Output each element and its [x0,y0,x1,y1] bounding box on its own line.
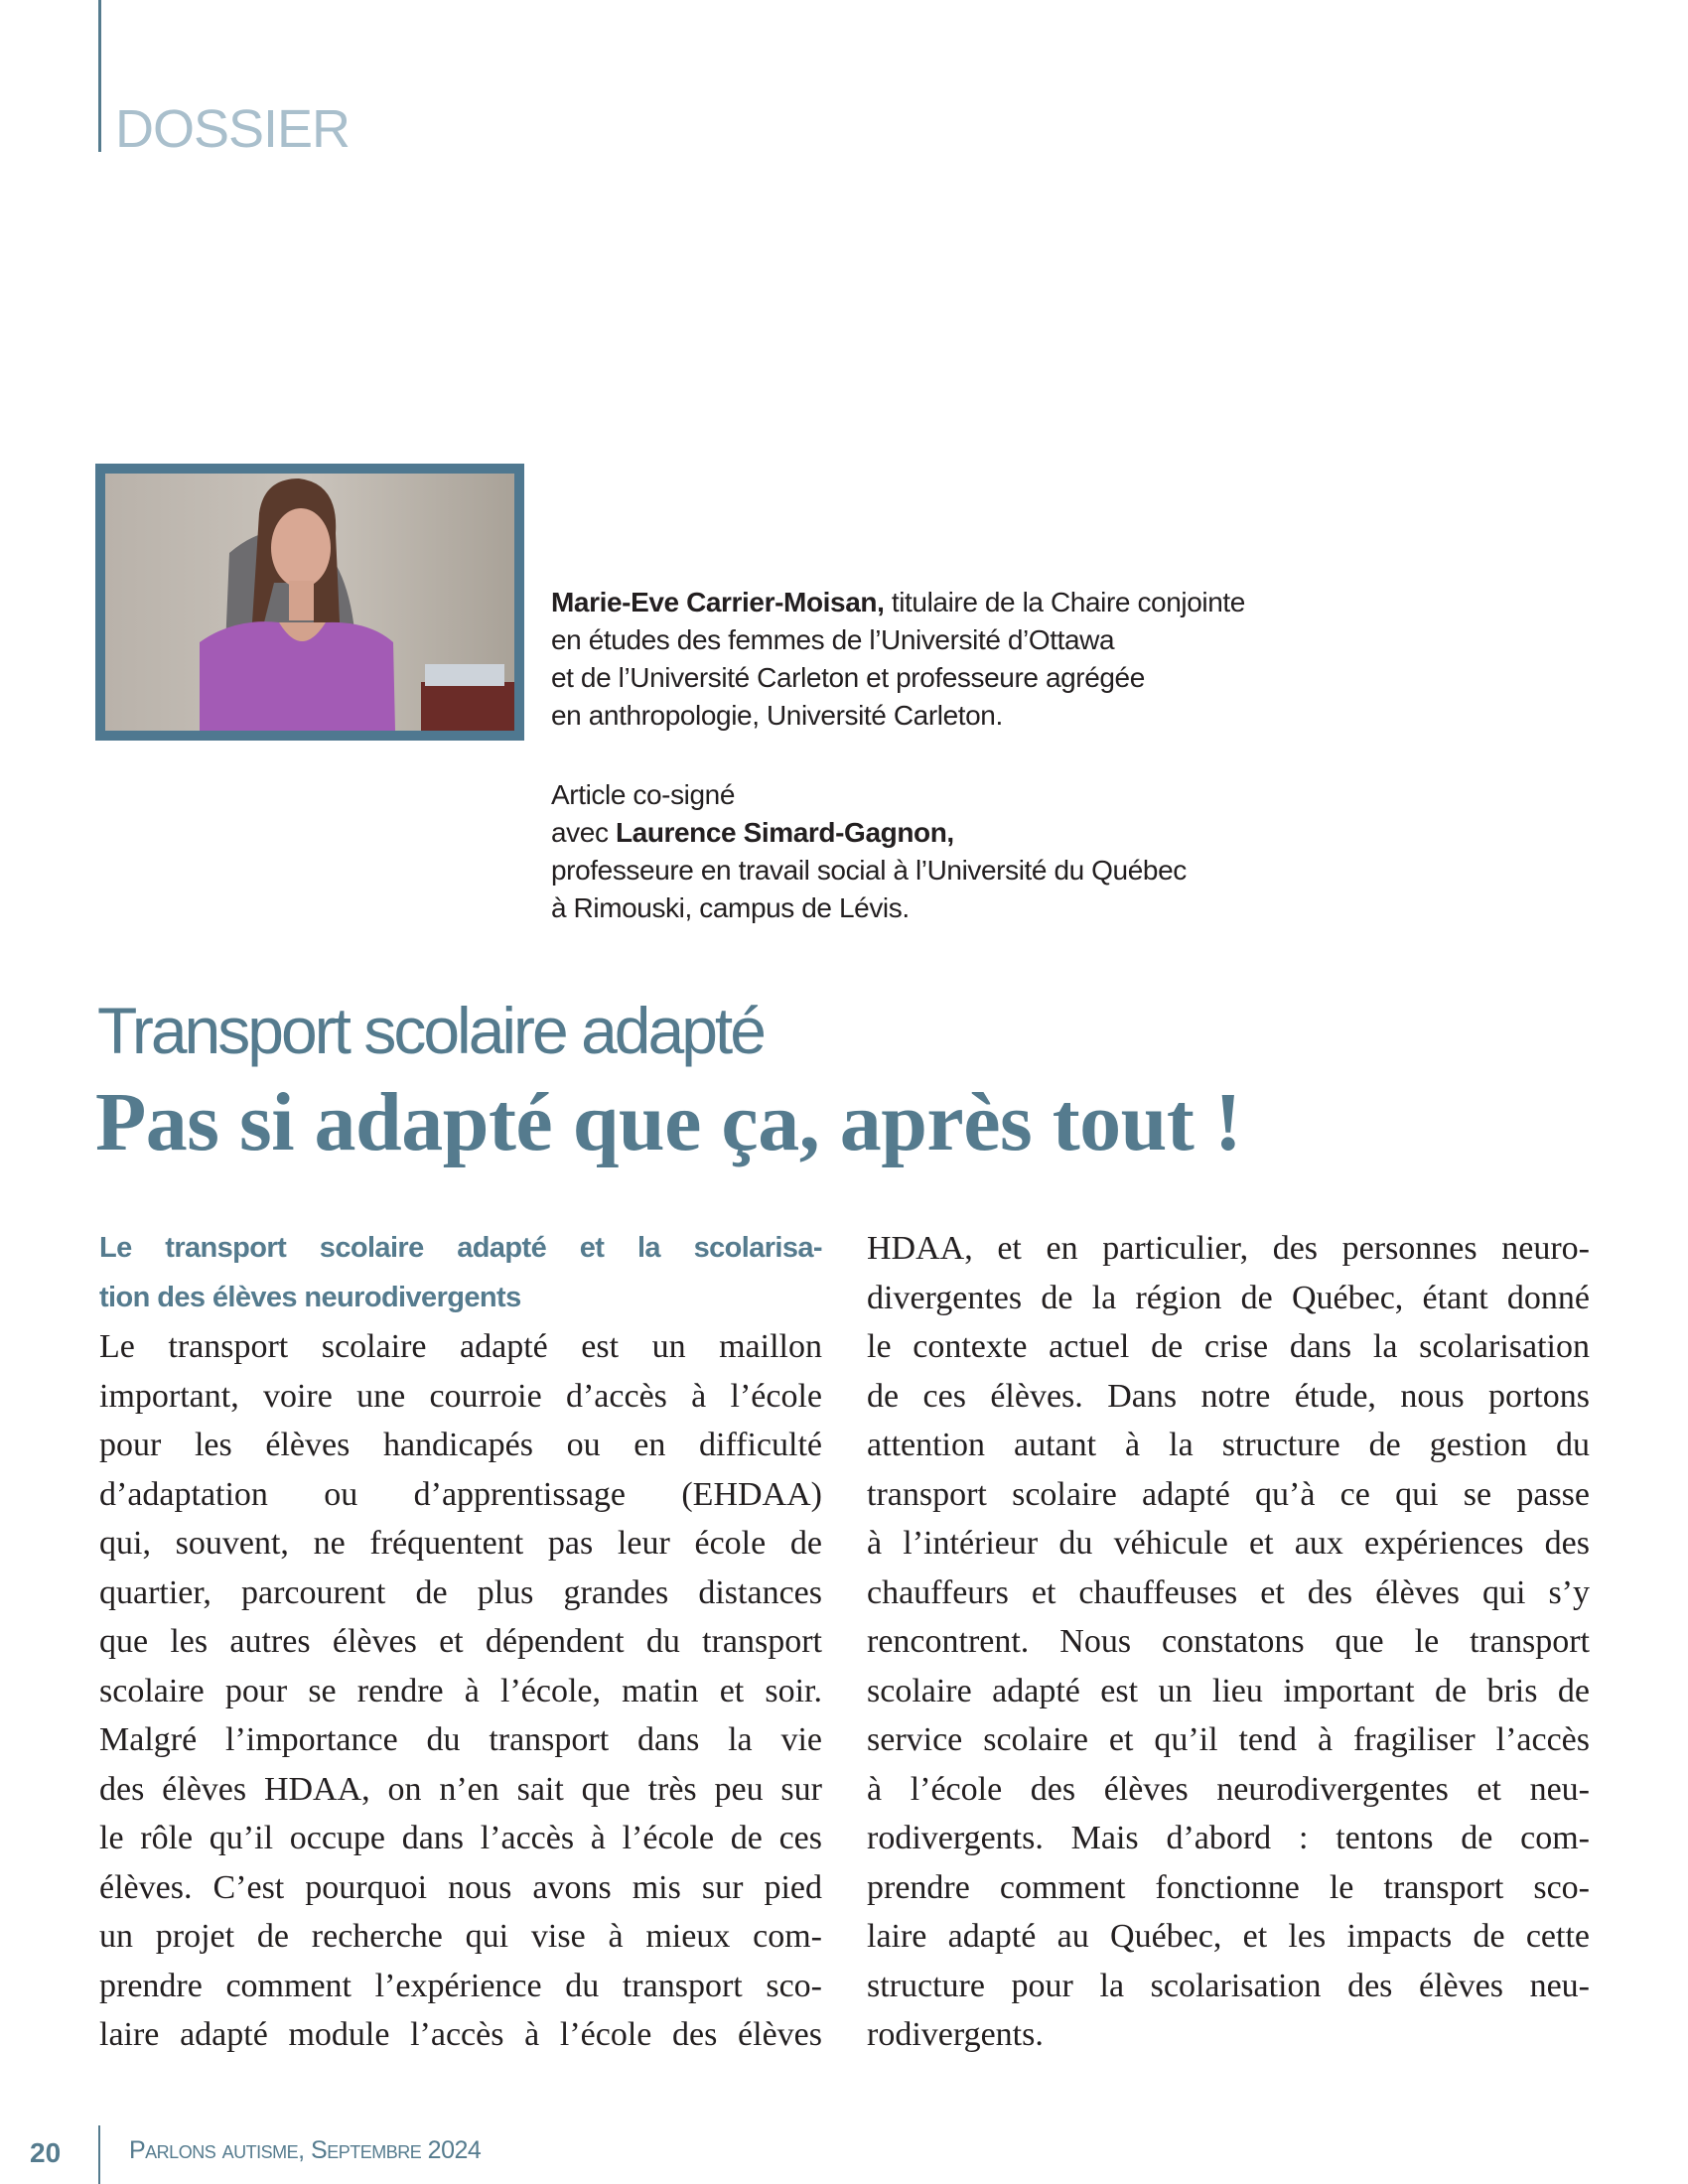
body-text-line: transport scolaire adapté qu’à ce qui se passe [867,1475,1590,1513]
footer-vertical-rule [98,2125,100,2184]
cosigner-name: Laurence Simard-Gagnon, [615,817,954,848]
author-bio [551,584,1245,735]
body-text-line: prendre comment fonctionne le transport sco- [867,1868,1590,1906]
body-text-line: attention autant à la structure de gestion du [867,1427,1590,1463]
body-text-line: Le transport scolaire adapté est un maillon [99,1328,822,1365]
author-name: Marie-Eve Carrier-Moisan, [551,587,885,617]
body-text-line: prendre comment l’expérience du transport sco- [99,1967,822,2004]
body-text-line: HDAA, et en particulier, des personnes neuro- [867,1230,1590,1267]
article-kicker: Transport scolaire adapté [97,994,764,1067]
section-label: DOSSIER [115,99,351,159]
cosign-line: à Rimouski, campus de Lévis. [551,892,910,923]
author-bio-line: et de l’Université Carleton et professeure agrégée [551,662,1145,693]
right-column-body [867,1224,1590,2060]
author-bio-line: en anthropologie, Université Carleton. [551,700,1003,731]
article-headline: Pas si adapté que ça, après tout ! [95,1076,1242,1168]
body-text-line: rodivergents. Mais d’abord : tentons de com- [867,1820,1590,1856]
body-text-line: Malgré l’importance du transport dans la vie [99,1721,822,1758]
cosigner-bio [551,776,1187,927]
body-text-line: rodivergents. [867,2016,1044,2053]
body-text-line: scolaire pour se rendre à l’école, matin et soir. [99,1672,822,1709]
header-vertical-rule [98,0,101,152]
body-text-line: quartier, parcourent de plus grandes distances [99,1573,822,1611]
body-text-line: à l’intérieur du véhicule et aux expériences des [867,1525,1590,1562]
body-text-line: structure pour la scolarisation des élèves neu- [867,1967,1590,2004]
portrait-photo-icon [105,474,514,731]
publication-info: Parlons autisme, Septembre 2024 [129,2136,482,2164]
author-photo [95,464,524,741]
body-text-line: pour les élèves handicapés ou en difficulté [99,1427,822,1463]
body-text-line: que les autres élèves et dépendent du transport [99,1623,822,1660]
left-column [99,1224,822,2060]
author-bio-line [551,584,1245,621]
right-column [867,1224,1590,2060]
body-text-line: d’adaptation ou d’apprentissage (EHDAA) [99,1475,822,1513]
body-text-line: scolaire adapté est un lieu important de bris de [867,1672,1590,1709]
body-text-line: laire adapté au Québec, et les impacts de cette [867,1918,1590,1955]
body-text-line: qui, souvent, ne fréquentent pas leur école de [99,1525,822,1562]
subheading [99,1224,822,1322]
cosign-intro: Article co-signé [551,779,736,810]
subheading-line: tion des élèves neurodivergents [99,1281,521,1313]
cosign-line: professeure en travail social à l’Université du Québec [551,855,1187,886]
author-bio-line: en études des femmes de l’Université d’Ottawa [551,624,1115,655]
body-text-line: à l’école des élèves neurodivergentes et neu- [867,1770,1590,1808]
page-number: 20 [30,2137,62,2168]
body-text-line: le contexte actuel de crise dans la scolarisation [867,1328,1590,1365]
body-text-line: divergentes de la région de Québec, étant donné [867,1279,1590,1316]
body-text-line: de ces élèves. Dans notre étude, nous portons [867,1377,1590,1415]
body-text-line: un projet de recherche qui vise à mieux com- [99,1918,822,1955]
body-text-line: des élèves HDAA, on n’en sait que très peu sur [99,1770,822,1808]
cosign-line [551,814,1187,852]
body-text-line: service scolaire et qu’il tend à fragiliser l’accès [867,1721,1590,1758]
body-text-line: important, voire une courroie d’accès à l’école [99,1377,822,1415]
body-text-line: laire adapté module l’accès à l’école des élèves [99,2016,822,2053]
body-text-line: le rôle qu’il occupe dans l’accès à l’école de ces [99,1820,822,1856]
body-text-line: élèves. C’est pourquoi nous avons mis sur pied [99,1868,822,1906]
left-column-body [99,1322,822,2060]
author-title: titulaire de la Chaire conjointe [884,587,1245,617]
subheading-line: Le transport scolaire adapté et la scolarisa- [99,1232,822,1264]
body-text-line: rencontrent. Nous constatons que le transport [867,1623,1590,1660]
body-text-line: chauffeurs et chauffeuses et des élèves qui s’y [867,1573,1590,1611]
cosign-avec: avec [551,817,616,848]
